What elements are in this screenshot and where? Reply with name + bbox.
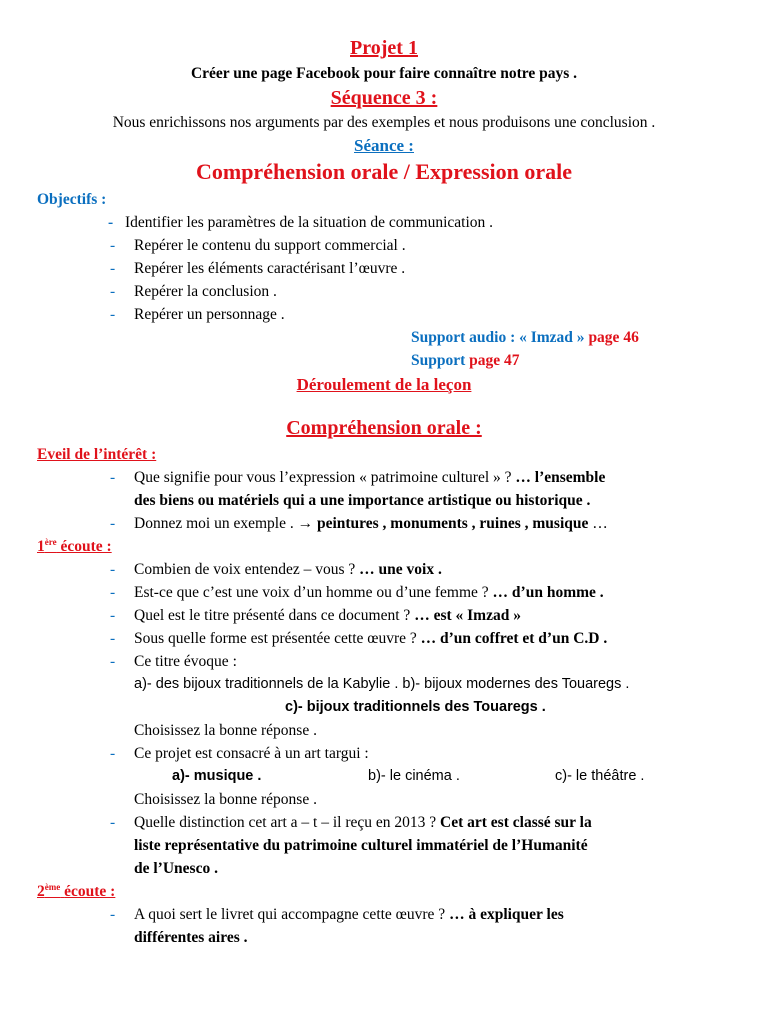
main-title: Compréhension orale / Expression orale (195, 159, 573, 184)
seance-title: Séance : (354, 136, 414, 155)
ecoute1-question: - Combien de voix entendez – vous ? … une voix . (110, 561, 442, 578)
sequence-title: Séquence 3 : (330, 87, 438, 109)
objectif-item: - Repérer le contenu du support commercial . (110, 237, 406, 254)
objectif-item: - Identifier les paramètres de la situation de communication . (108, 214, 493, 231)
ecoute1-question: - Quel est le titre présenté dans ce document ? … est « Imzad » (110, 607, 521, 624)
choose-instruction: Choisissez la bonne réponse . (134, 791, 317, 808)
ecoute1-question: - Quelle distinction cet art a – t – il reçu en 2013 ? Cet art est classé sur la (110, 814, 592, 831)
eveil-question: - Que signifie pour vous l’expression « patrimoine culturel » ? … l’ensemble (110, 469, 606, 486)
objectif-item: - Repérer un personnage . (110, 306, 285, 323)
eveil-label: Eveil de l’intérêt : (37, 446, 157, 463)
objectifs-label: Objectifs : (37, 191, 107, 208)
deroulement-title: Déroulement de la leçon (296, 375, 472, 394)
comprehension-title: Compréhension orale : (286, 417, 482, 439)
eveil-question: - Donnez moi un exemple . → peintures , monuments , ruines , musique … (110, 515, 608, 532)
ecoute1-question: - Ce projet est consacré à un art targui : (110, 745, 369, 762)
choose-instruction: Choisissez la bonne réponse . (134, 722, 317, 739)
ecoute1-answer: c)- bijoux traditionnels des Touaregs . (285, 699, 546, 715)
support-page: Support page 47 (411, 352, 520, 369)
ecoute1-label: 1ère écoute : (37, 536, 112, 555)
ecoute1-question: - Sous quelle forme est présentée cette œuvre ? … d’un coffret et d’un C.D . (110, 630, 608, 647)
projet-subtitle: Créer une page Facebook pour faire connaître notre pays . (190, 65, 578, 82)
ecoute1-question: - Est-ce que c’est une voix d’un homme ou d’une femme ? … d’un homme . (110, 584, 604, 601)
ecoute1-q6-options: a)- musique . b)- le cinéma . c)- le théâtre . (172, 768, 645, 784)
sequence-subtitle: Nous enrichissons nos arguments par des exemples et nous produisons une conclusion . (112, 114, 656, 131)
support-audio: Support audio : « Imzad » page 46 (411, 329, 639, 346)
eveil-answer: des biens ou matériels qui a une importance artistique ou historique . (134, 492, 591, 509)
objectif-item: - Repérer les éléments caractérisant l’œuvre . (110, 260, 406, 277)
objectif-item: - Repérer la conclusion . (110, 283, 277, 300)
ecoute1-options: a)- des bijoux traditionnels de la Kabylie . b)- bijoux modernes des Touaregs . (134, 676, 630, 692)
ecoute2-answer: différentes aires . (134, 929, 248, 946)
projet-title: Projet 1 (350, 37, 418, 59)
ecoute1-question: - Ce titre évoque : (110, 653, 237, 670)
ecoute2-label: 2ème écoute : (37, 881, 116, 900)
ecoute2-question: - A quoi sert le livret qui accompagne cette œuvre ? … à expliquer les (110, 906, 564, 923)
ecoute1-answer: liste représentative du patrimoine culturel immatériel de l’Humanité (134, 837, 588, 854)
ecoute1-answer: de l’Unesco . (134, 860, 218, 877)
